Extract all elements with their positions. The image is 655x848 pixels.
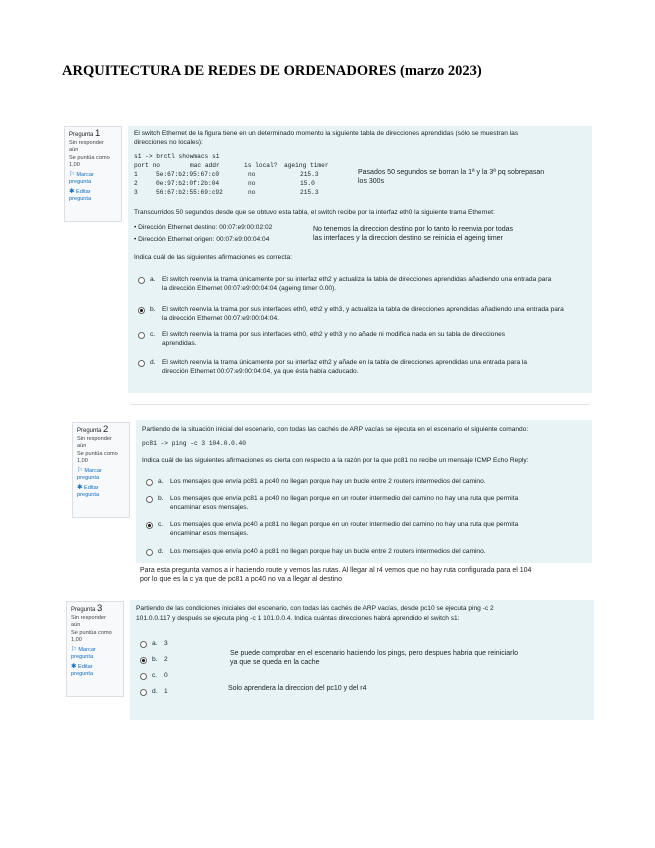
score-value: 1,00 (69, 162, 80, 168)
question-label: Pregunta (69, 132, 94, 138)
table-cell: 0e:97:b2:0f:2b:04 (156, 180, 220, 187)
radio-button[interactable] (140, 673, 147, 680)
radio-button[interactable] (146, 496, 153, 503)
annotation-note: No tenemos la direccion destino por lo tanto lo reenvia por todas las interfaces y la direccion destino se reinicia el ageing timer (313, 226, 514, 242)
gear-icon: ✱ (77, 484, 83, 491)
edit-question-link[interactable]: ✱ Editar pregunta (77, 484, 100, 498)
radio-button[interactable] (138, 332, 145, 339)
q1-intro: El switch Ethernet de la figura tiene en un determinado momento la siguiente tabla de direcciones aprendidas (sólo se muestran las direcciones no locales): (134, 130, 519, 146)
radio-button[interactable] (140, 689, 147, 696)
annotation-note: Para esta pregunta vamos a ir haciendo route y vemos las rutas. Al llegar al r4 vemos que no hay ruta configurada para el 104 por lo que es la c ya que de pc81 a pc40 no va a llegar al destino (140, 567, 532, 583)
status-text: Sin responder (69, 140, 104, 146)
question-info-1 (64, 126, 122, 222)
flag-icon: ⚐ (71, 646, 77, 653)
status-text-2: aún (77, 443, 87, 449)
table-cell: 1 (134, 171, 138, 178)
radio-button[interactable] (138, 277, 145, 284)
status-text: Sin responder (71, 615, 106, 621)
score-text: Se puntúa como (71, 630, 112, 636)
table-cell: no (248, 180, 256, 187)
table-header: mac addr (190, 162, 220, 169)
table-cell: 15.0 (300, 180, 315, 187)
question-number: 1 (95, 128, 101, 139)
bullet-item: • Dirección Ethernet destino: 00:07:e9:00:02:02 (134, 224, 273, 231)
annotation-note: Se puede comprobar en el escenario haciendo los pings, pero despues habria que reiniciarlo ya que se queda en la cache (230, 650, 518, 666)
bullet-item: • Dirección Ethernet origen: 00:07:e9:00:04:04 (134, 236, 270, 243)
question-number: 3 (97, 603, 103, 614)
annotation-note: Solo aprendera la direccion del pc10 y del r4 (228, 685, 367, 692)
question-info-2 (72, 422, 130, 518)
status-text-2: aún (71, 622, 81, 628)
question-number: 2 (103, 424, 109, 435)
radio-button[interactable] (146, 549, 153, 556)
table-cell: 2 (134, 180, 138, 187)
table-cell: 5e:67:b2:95:67:c0 (156, 171, 220, 178)
page-title: ARQUITECTURA DE REDES DE ORDENADORES (marzo 2023) (62, 63, 482, 79)
table-cell: 215.3 (300, 171, 319, 178)
gear-icon: ✱ (71, 663, 77, 670)
flag-icon: ⚐ (77, 467, 83, 474)
question-label: Pregunta (71, 607, 96, 613)
annotation-note: Pasados 50 segundos se borran la 1ª y la 3ª pq sobrepasan los 300s (358, 169, 545, 185)
table-cell: no (248, 171, 256, 178)
question-box-2: Partiendo de la situación inicial del escenario, con todas las cachés de ARP vacías se ejecuta en el escenario el siguiente comando: pc81 -> ping -c 3 104.0.0.40 Indica cuál de las siguientes afirmaciones es cierta con respecto a la razón por la que pc81 no recibe un mensaje ICMP Echo Reply: a. Los mensajes que envía pc81 a pc40 no llegan porque hay un bucle entre 2 routers intermedios del camino. b. Los mensajes que envía pc81 a pc40 no llegan porque en un router intermedio del camino no hay una ruta que permita encaminar esos mensajes. c. Los mensajes que envía pc40 a pc81 no llegan porque en un router intermedio del camino no hay una ruta que permita encaminar esos mensajes. d. Los mensajes que envía pc40 a pc81 no llegan porque hay un bucle entre 2 routers intermedios del camino. (136, 420, 592, 563)
radio-button-selected[interactable] (140, 657, 147, 664)
q1-command: s1 -> brctl showmacs s1 (134, 153, 220, 160)
edit-question-link[interactable]: ✱ Editar pregunta (71, 663, 94, 677)
score-value: 1,00 (77, 458, 88, 464)
status-text: Sin responder (77, 436, 112, 442)
table-cell: no (248, 189, 256, 196)
q2-question: Indica cuál de las siguientes afirmaciones es cierta con respecto a la razón por la que pc81 no recibe un mensaje ICMP Echo Reply: (142, 457, 529, 464)
edit-question-link[interactable]: ✱ Editar pregunta (69, 188, 92, 202)
question-label: Pregunta (77, 428, 102, 434)
q2-intro: Partiendo de la situación inicial del escenario, con todas las cachés de ARP vacías se ejecuta en el escenario el siguiente comando: (142, 426, 529, 433)
table-cell: 215.3 (300, 189, 319, 196)
question-info-3 (66, 601, 124, 697)
mac-table (134, 162, 384, 202)
q3-intro: Partiendo de las condiciones iniciales del escenario, con todas las cachés de ARP vacías, desde pc10 se ejecuta ping -c 2 (136, 605, 494, 612)
question-box-3: Partiendo de las condiciones iniciales del escenario, con todas las cachés de ARP vacías, desde pc10 se ejecuta ping -c 2 101.0.0.117 y después se ejecuta ping -c 1 101.0.0.4. Indica cuántas direcciones habrá aprendido el switch s1: a. 3 b. 2 c. 0 d. 1 Se puede comprobar en el escenario haciendo los pings, pero despues habria que reiniciarlo ya que se queda en la cache Solo aprendera la direccion del pc10 y del r4 (130, 600, 594, 720)
q3-intro-2: 101.0.0.117 y después se ejecuta ping -c 1 101.0.0.4. Indica cuántas direcciones habrá aprendido el switch s1: (136, 615, 460, 622)
table-cell: 56:67:b2:55:69:c92 (156, 189, 223, 196)
divider (130, 404, 590, 405)
flag-question-link[interactable]: ⚐ Marcar pregunta (69, 171, 94, 185)
radio-button[interactable] (140, 641, 147, 648)
table-header: is local? (244, 162, 278, 169)
q1-question: Indica cuál de las siguientes afirmaciones es correcta: (134, 254, 292, 261)
table-header: ageing timer (284, 162, 329, 169)
flag-icon: ⚐ (69, 171, 75, 178)
q2-command: pc81 -> ping -c 3 104.0.0.40 (142, 440, 246, 447)
score-text: Se puntúa como (77, 451, 118, 457)
flag-question-link[interactable]: ⚐ Marcar pregunta (71, 646, 96, 660)
table-header: port no (134, 162, 160, 169)
question-box-1: El switch Ethernet de la figura tiene en un determinado momento la siguiente tabla de direcciones aprendidas (sólo se muestran las direcciones no locales): s1 -> brctl showmacs s1 port no mac addr is local? ageing timer 1 5e:67:b2:95:67:c0 no 215.3 2 0e:97:b2:0f:2b:04 no 15.0 3 56:67:b2:55:69:c92 no 215.3 Pasados 50 segundos se borran la 1ª y la 3ª pq sobrepasan los 300s Transcurridos 50 segundos desde que se obtuvo esta tabla, el switch recibe por la interfaz eth0 la siguiente trama Ethernet: • Dirección Ethernet destino: 00:07:e9:00:02:02 • Dirección Ethernet origen: 00:07:e9:00:04:04 No tenemos la direccion destino por lo tanto lo reenvia por todas las interfaces y la direccion destino se reinicia el ageing timer Indica cuál de las siguientes afirmaciones es correcta: a. El switch reenvía la trama únicamente por su interfaz eth2 y actualiza la tabla de direcciones aprendidas añadiendo una entrada para la dirección Ethernet 00:07:e9:00:04:04 (ageing timer 0.00). b. El switch reenvía la trama por sus interfaces eth0, eth2 y eth3, y actualiza la tabla de direcciones aprendidas añadiendo una entrada para la dirección Ethernet 00:07:e9:00:04:04. c. El switch reenvía la trama por sus interfaces eth0, eth2 y eth3 y no añade ni modifica nada en su tabla de direcciones aprendidas. d. El switch reenvía la trama únicamente por su interfaz eth2 y añade en la tabla de direcciones aprendidas una entrada para la dirección Ethernet 00:07:e9:00:04:04, ya que ésta había caducado. (128, 126, 592, 393)
flag-question-link[interactable]: ⚐ Marcar pregunta (77, 467, 102, 481)
score-text: Se puntúa como (69, 155, 110, 161)
radio-button-selected[interactable] (138, 307, 145, 314)
score-value: 1,00 (71, 637, 82, 643)
gear-icon: ✱ (69, 188, 75, 195)
table-cell: 3 (134, 189, 138, 196)
radio-button[interactable] (146, 479, 153, 486)
radio-button[interactable] (138, 360, 145, 367)
q1-after-text: Transcurridos 50 segundos desde que se obtuvo esta tabla, el switch recibe por la interfaz eth0 la siguiente trama Ethernet: (134, 209, 495, 216)
radio-button-selected[interactable] (146, 522, 153, 529)
status-text-2: aún (69, 147, 79, 153)
